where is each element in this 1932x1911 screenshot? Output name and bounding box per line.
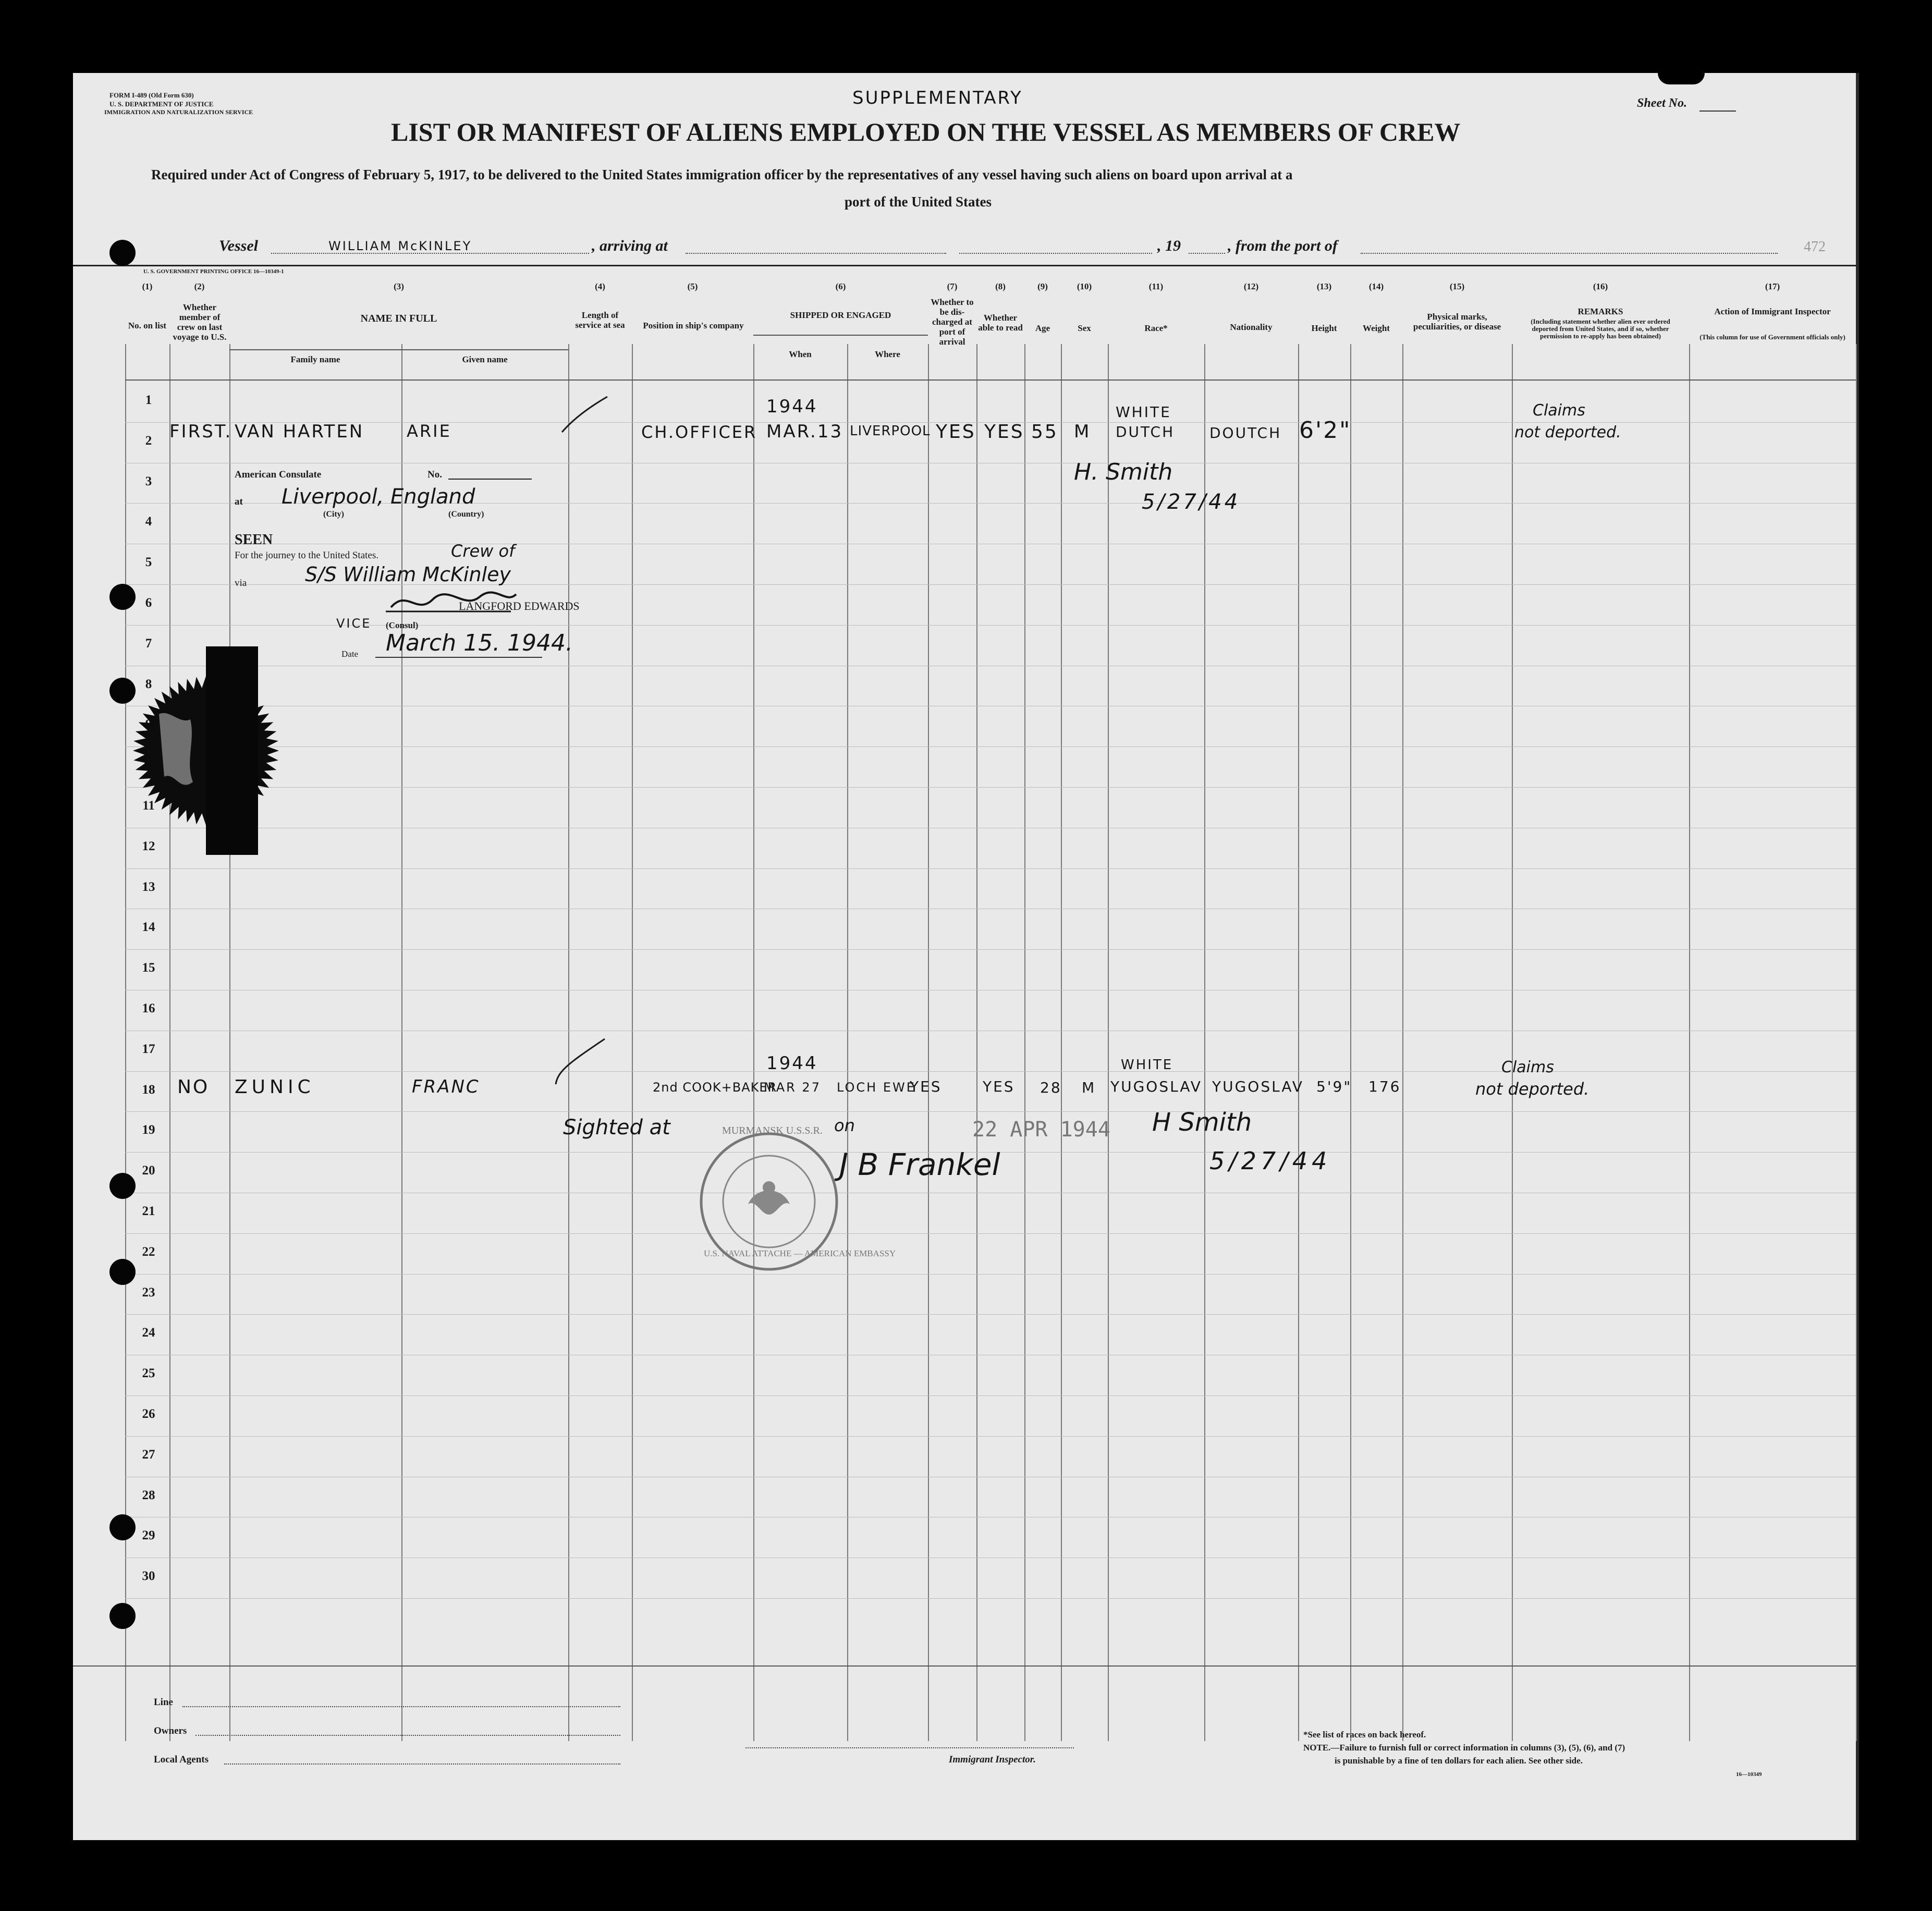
- entry-2-weight: 176: [1368, 1078, 1401, 1095]
- port-label: , from the port of: [1228, 237, 1338, 254]
- arriving-label: , arriving at: [592, 237, 668, 254]
- corner-mark: 472: [1804, 239, 1826, 255]
- row-number: 15: [142, 961, 155, 975]
- entry-1-nationality: DOUTCH: [1209, 424, 1282, 442]
- col-3-number: (3): [394, 281, 404, 291]
- row-number: 27: [142, 1447, 155, 1462]
- row-number: 8: [145, 677, 152, 691]
- footer-owners-label: Owners: [154, 1725, 187, 1736]
- col-12-number: (12): [1243, 281, 1259, 291]
- entry-1-race-1: WHITE: [1116, 403, 1171, 421]
- col-6-number: (6): [835, 281, 846, 291]
- consulate-crew-of: Crew of: [451, 541, 515, 561]
- col-7-number: (7): [947, 281, 958, 291]
- col-3-family-header: Family name: [290, 354, 340, 364]
- col-13-header: Height: [1311, 323, 1337, 333]
- row-rule: [125, 949, 1856, 950]
- consulate-country-label: (Country): [448, 510, 484, 519]
- inspector-1-date: 5/27/44: [1142, 490, 1241, 514]
- sighted-text: Sighted at: [563, 1116, 670, 1140]
- footer-line-label: Line: [154, 1697, 173, 1708]
- entry-1-discharged: YES: [936, 421, 976, 443]
- consulate-at-label: at: [235, 496, 243, 507]
- col-17-note: (This column for use of Government officials only): [1699, 333, 1845, 341]
- col-11-number: (11): [1148, 281, 1164, 291]
- form-service: IMMIGRATION AND NATURALIZATION SERVICE: [104, 108, 253, 116]
- form-number: FORM I-489 (Old Form 630): [109, 91, 194, 99]
- row-number: 6: [145, 596, 152, 610]
- row-number: 28: [142, 1488, 155, 1502]
- row-number: 14: [142, 920, 155, 935]
- row-number: 3: [145, 474, 152, 488]
- entry-1-remarks-1: Claims: [1533, 401, 1585, 420]
- entry-2-nationality: YUGOSLAV: [1212, 1078, 1304, 1095]
- row-number: 19: [142, 1123, 155, 1137]
- row-rule: [125, 1436, 1856, 1437]
- inspector-1-signature: H. Smith: [1074, 459, 1173, 485]
- row-number: 21: [142, 1204, 155, 1218]
- entry-1-sex: M: [1074, 421, 1091, 442]
- entry-2-service-mark: [553, 1035, 610, 1087]
- entry-2-family-name: ZUNIC: [235, 1076, 315, 1098]
- row-number: 1: [145, 393, 152, 407]
- consul-label: (Consul): [386, 620, 419, 630]
- row-number: 25: [142, 1366, 155, 1381]
- row-rule: [125, 1274, 1856, 1275]
- row-number: 16: [142, 1001, 155, 1015]
- col-15-number: (15): [1449, 281, 1465, 291]
- col-9-header: Age: [1035, 323, 1050, 333]
- col-16-number: (16): [1593, 281, 1608, 291]
- consular-embossed-seal: [128, 636, 284, 865]
- footer-note-1: *See list of races on back hereof.: [1303, 1730, 1426, 1740]
- form-department: U. S. DEPARTMENT OF JUSTICE: [109, 100, 214, 108]
- row-number: 24: [142, 1326, 155, 1340]
- col-6-header: SHIPPED OR ENGAGED: [790, 310, 891, 320]
- inspector-2-signature: H Smith: [1152, 1108, 1252, 1137]
- consul-date: March 15. 1944.: [386, 630, 573, 656]
- row-number: 29: [142, 1528, 155, 1543]
- row-rule: [125, 1395, 1856, 1396]
- col-1-header: No. on list: [128, 321, 167, 330]
- consul-name: LANGFORD EDWARDS: [459, 599, 580, 612]
- col-16-header: REMARKS: [1578, 307, 1623, 316]
- row-number: 2: [145, 433, 152, 448]
- sighted-signature: J B Frankel: [839, 1147, 1000, 1182]
- col-12-header: Nationality: [1230, 322, 1273, 332]
- sighted-on: on: [834, 1116, 855, 1135]
- row-number: 12: [142, 839, 155, 853]
- punch-hole: [109, 1259, 136, 1285]
- col-13-number: (13): [1316, 281, 1332, 291]
- row-number: 5: [145, 555, 152, 570]
- footer-note-2: NOTE.—Failure to furnish full or correct information in columns (3), (5), (6), and (7): [1303, 1743, 1625, 1753]
- entry-2-read: YES: [983, 1078, 1015, 1095]
- row-number: 13: [142, 879, 155, 894]
- entry-2-position: 2nd COOK+BAKER: [653, 1080, 777, 1095]
- entry-1-read: YES: [984, 421, 1024, 443]
- entry-1-age: 55: [1031, 421, 1058, 443]
- row-number: 22: [142, 1244, 155, 1259]
- entry-2-given-name: FRANC: [412, 1076, 480, 1097]
- col-14-number: (14): [1368, 281, 1384, 291]
- entry-2-race-2: YUGOSLAV: [1110, 1078, 1202, 1095]
- col-17-number: (17): [1765, 281, 1780, 291]
- col-15-header: Physical marks, peculiarities, or disease: [1413, 312, 1501, 332]
- subtitle-line-1: Required under Act of Congress of February 5, 1917, to be delivered to the United States immigration officer by the representatives of any vessel having such aliens on board upon arrival at a: [151, 167, 1293, 182]
- vessel-label: Vessel: [219, 237, 258, 254]
- col-5-header: Position in ship's company: [643, 321, 744, 330]
- page-title: LIST OR MANIFEST OF ALIENS EMPLOYED ON THE VESSEL AS MEMBERS OF CREW: [391, 117, 1461, 146]
- entry-1-where: LIVERPOOL: [850, 423, 931, 439]
- printing-office: U. S. GOVERNMENT PRINTING OFFICE 16—10349-1: [143, 268, 284, 275]
- consulate-ship: S/S William McKinley: [305, 563, 511, 586]
- consulate-seen: SEEN: [235, 532, 273, 548]
- row-rule: [125, 746, 1856, 747]
- entry-1-voyage: FIRST.: [169, 421, 233, 442]
- col-4-number: (4): [595, 281, 605, 291]
- row-number: 26: [142, 1407, 155, 1421]
- entry-2-race-1: WHITE: [1121, 1057, 1173, 1073]
- entry-1-position: CH.OFFICER: [641, 422, 757, 442]
- row-rule: [125, 868, 1856, 869]
- row-number: 23: [142, 1285, 155, 1300]
- consulate-via-label: via: [235, 578, 247, 589]
- row-number: 30: [142, 1569, 155, 1584]
- row-rule: [125, 1111, 1856, 1112]
- sighted-stamp-date: 22 APR 1944: [972, 1118, 1110, 1142]
- row-number: 20: [142, 1163, 155, 1178]
- footer-code: 16—10349: [1736, 1771, 1762, 1778]
- consulate-journey: For the journey to the United States.: [235, 550, 378, 561]
- col-9-number: (9): [1037, 281, 1048, 291]
- vessel-name: WILLIAM McKINLEY: [328, 239, 472, 253]
- col-3-given-header: Given name: [462, 354, 508, 364]
- entry-2-remarks-2: not deported.: [1475, 1079, 1589, 1099]
- col-16-note: (Including statement whether alien ever ordered deported from United States, and if so, whether permission to re-apply has been obtained): [1531, 317, 1670, 340]
- row-number: 18: [142, 1082, 155, 1097]
- consulate-city-label: (City): [323, 510, 344, 519]
- entry-2-sex: M: [1082, 1079, 1096, 1096]
- consulate-no-label: No.: [427, 469, 442, 480]
- col-5-number: (5): [687, 281, 698, 291]
- col-17-header: Action of Immigrant Inspector: [1714, 307, 1831, 316]
- entry-1-family-name: VAN HARTEN: [235, 421, 364, 442]
- entry-2-discharged: YES: [910, 1078, 942, 1095]
- entry-2-year: 1944: [766, 1053, 818, 1074]
- punch-hole: [109, 1173, 136, 1199]
- col-10-header: Sex: [1078, 323, 1091, 333]
- entry-1-when: MAR.13: [766, 421, 843, 442]
- row-rule: [125, 787, 1856, 788]
- punch-hole: [109, 240, 136, 266]
- punch-hole: [109, 678, 136, 704]
- subtitle-line-2: port of the United States: [845, 194, 992, 210]
- row-number: 17: [142, 1042, 155, 1056]
- punch-hole: [109, 1603, 136, 1629]
- entry-2-voyage: NO: [177, 1076, 210, 1098]
- col-11-header: Race*: [1144, 323, 1168, 333]
- col-4-header: Length of service at sea: [575, 310, 625, 330]
- entry-2-age: 28: [1040, 1079, 1062, 1096]
- col-8-number: (8): [995, 281, 1006, 291]
- inspector-2-date: 5/27/44: [1209, 1147, 1331, 1175]
- col-14-header: Weight: [1363, 323, 1390, 333]
- footer-note-3: is punishable by a fine of ten dollars for each alien. See other side.: [1335, 1756, 1583, 1766]
- punch-hole: [109, 584, 136, 610]
- entry-2-remarks-1: Claims: [1501, 1058, 1554, 1076]
- supplementary-note: SUPPLEMENTARY: [852, 88, 1023, 108]
- entry-1-given-name: ARIE: [407, 421, 451, 441]
- torn-corner: [1658, 73, 1705, 84]
- entry-1-service-mark: [558, 394, 610, 435]
- row-number: 11: [142, 799, 155, 813]
- col-6-where-header: Where: [875, 349, 900, 359]
- year-label: , 19: [1157, 237, 1181, 254]
- embassy-seal-text: U.S. NAVAL ATTACHE — AMERICAN EMBASSY: [704, 1248, 896, 1258]
- row-rule: [125, 1314, 1856, 1315]
- col-3-header: NAME IN FULL: [360, 313, 437, 324]
- manifest-sheet: [73, 73, 1859, 1840]
- row-rule: [125, 625, 1856, 626]
- entry-1-remarks-2: not deported.: [1514, 423, 1621, 442]
- row-rule: [125, 1233, 1856, 1234]
- consul-vice: VICE: [336, 616, 372, 631]
- punch-hole: [109, 1514, 136, 1540]
- consulate-place: Liverpool, England: [282, 485, 475, 509]
- row-number: 7: [145, 636, 152, 651]
- row-rule: [125, 1071, 1856, 1072]
- consulate-label: American Consulate: [235, 469, 322, 480]
- entry-2-height: 5'9": [1316, 1078, 1352, 1095]
- col-10-number: (10): [1077, 281, 1092, 291]
- entry-2-where: LOCH EWE: [837, 1080, 916, 1095]
- entry-1-race-2: DUTCH: [1116, 423, 1175, 440]
- col-2-number: (2): [194, 281, 205, 291]
- row-number: 4: [145, 514, 152, 529]
- entry-1-year: 1944: [766, 396, 818, 417]
- sheet-number-label: Sheet No.: [1637, 96, 1687, 110]
- sighted-place: MURMANSK U.S.S.R.: [722, 1125, 823, 1136]
- col-7-header: Whether to be dis-charged at port of arrival: [931, 297, 974, 347]
- entry-2-when: MAR 27: [764, 1080, 821, 1095]
- col-8-header: Whether able to read: [978, 313, 1023, 333]
- col-2-header: Whether member of crew on last voyage to U.S.: [173, 302, 227, 342]
- consul-date-label: Date: [341, 649, 359, 659]
- footer-agents-label: Local Agents: [154, 1754, 209, 1765]
- footer-inspector-label: Immigrant Inspector.: [949, 1754, 1036, 1765]
- col-6-when-header: When: [789, 349, 812, 359]
- entry-1-height: 6'2": [1299, 417, 1352, 444]
- row-rule: [125, 1598, 1856, 1599]
- col-1-number: (1): [142, 281, 153, 291]
